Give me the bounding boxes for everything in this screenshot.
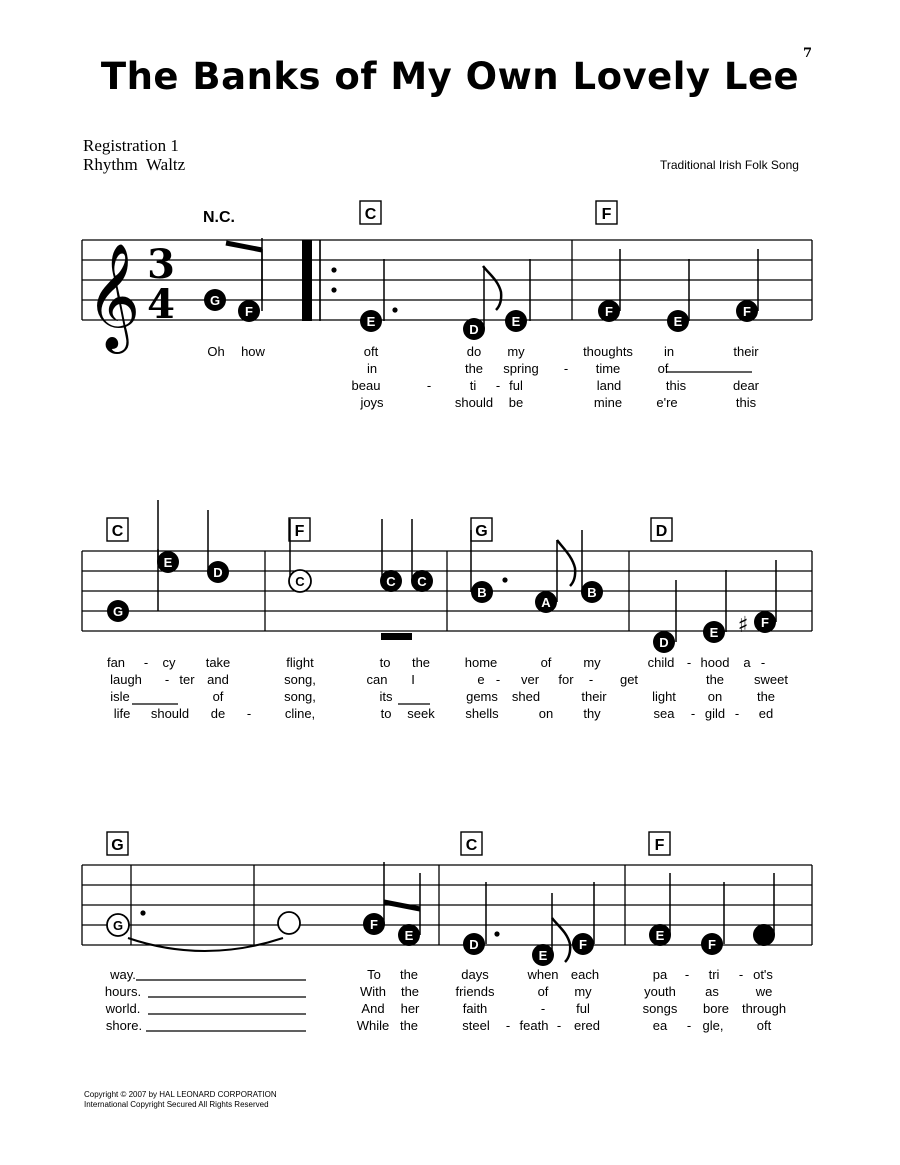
note-letter: F — [245, 304, 253, 319]
lyric-syllable: flight — [286, 655, 314, 670]
lyric-syllable: the — [399, 967, 419, 982]
lyric-syllable: mine — [593, 395, 623, 410]
note-letter: C — [295, 574, 305, 589]
note-letter: F — [761, 615, 769, 630]
lyric-syllable: in — [663, 344, 675, 359]
lyric-syllable: pa — [652, 967, 668, 982]
lyric-syllable: life — [113, 706, 131, 721]
lyric-syllable: my — [507, 344, 525, 359]
lyric-syllable: joys — [360, 395, 384, 410]
lyric-syllable: song, — [284, 689, 316, 704]
lyric-syllable: this — [665, 378, 687, 393]
lyric-syllable: - — [690, 706, 696, 721]
note-letter: G — [112, 604, 124, 619]
lyric-syllable: of — [540, 655, 552, 670]
lyric-syllable: of — [657, 361, 669, 376]
note-letter: F — [743, 304, 751, 319]
dot — [494, 931, 499, 936]
lyric-syllable: in — [366, 361, 378, 376]
copyright-notice — [84, 1090, 277, 1110]
lyric-syllable: To — [367, 967, 381, 982]
lyric-syllable: how — [241, 344, 265, 359]
lyric-syllable: to — [379, 655, 391, 670]
note-letter: D — [469, 937, 479, 952]
lyric-syllable: ful — [576, 1001, 590, 1016]
lyric-syllable: spring — [503, 361, 539, 376]
lyric-syllable: - — [760, 655, 766, 670]
lyric-syllable: ered — [573, 1018, 601, 1033]
copyright-line: International Copyright Secured All Rights Reserved — [84, 1100, 269, 1109]
lyric-syllable: - — [563, 361, 569, 376]
note-letter: F — [370, 917, 378, 932]
lyric-syllable: of — [537, 984, 549, 999]
lyric-syllable: the — [756, 689, 776, 704]
lyric-syllable: the — [464, 361, 484, 376]
sharp-icon: ♯ — [737, 613, 749, 638]
lyric-syllable: the — [400, 984, 420, 999]
note-letter: G — [112, 918, 124, 933]
lyric-syllable: - — [686, 655, 692, 670]
composer-credit: Traditional Irish Folk Song — [660, 158, 799, 172]
lyric-syllable: Oh — [207, 344, 225, 359]
lyric-syllable: the — [705, 672, 725, 687]
note-flag — [483, 266, 501, 310]
lyric-syllable: their — [733, 344, 759, 359]
lyric-syllable: - — [143, 655, 149, 670]
lyric-syllable: ed — [758, 706, 774, 721]
lyric-syllable: friends — [455, 984, 495, 999]
treble-clef-icon: 𝄞 — [86, 242, 141, 349]
time-signature-top: 3 — [147, 241, 175, 288]
lyric-syllable: the — [411, 655, 431, 670]
lyric-syllable: e're — [656, 395, 678, 410]
lyric-syllable: - — [505, 1018, 511, 1033]
lyric-syllable: oft — [363, 344, 379, 359]
lyric-syllable: faith — [462, 1001, 488, 1016]
lyric-syllable: this — [735, 395, 757, 410]
lyric-syllable: - — [540, 1001, 546, 1016]
note-letter: B — [587, 585, 597, 600]
lyric-syllable: way. — [110, 967, 136, 982]
lyric-syllable: tri — [708, 967, 720, 982]
lyric-syllable: through — [741, 1001, 787, 1016]
lyric-syllable: youth — [644, 984, 676, 999]
note-letter: D — [659, 635, 669, 650]
lyric-syllable: my — [583, 655, 601, 670]
note-letter: D — [469, 322, 479, 337]
lyric-syllable: - — [684, 967, 690, 982]
lyric-syllable: the — [399, 1018, 419, 1033]
lyric-syllable: shells — [465, 706, 499, 721]
lyric-syllable: should — [454, 395, 494, 410]
note-letter: F — [708, 937, 716, 952]
lyric-syllable: her — [400, 1001, 420, 1016]
lyric-syllable: its — [379, 689, 393, 704]
lyric-syllable: dear — [732, 378, 760, 393]
note-head — [753, 924, 775, 946]
lyric-syllable: feath — [519, 1018, 549, 1033]
lyric-syllable: ti — [469, 378, 477, 393]
lyric-syllable: days — [461, 967, 489, 982]
lyric-syllable: time — [595, 361, 621, 376]
lyric-syllable: - — [495, 672, 501, 687]
dot — [140, 910, 145, 915]
lyric-syllable: a — [743, 655, 751, 670]
note-head — [278, 912, 300, 934]
lyric-syllable: shed — [511, 689, 541, 704]
lyric-syllable: world. — [105, 1001, 141, 1016]
lyric-syllable: on — [707, 689, 723, 704]
lyric-syllable: get — [619, 672, 639, 687]
lyric-syllable: bore — [702, 1001, 730, 1016]
lyric-syllable: we — [755, 984, 773, 999]
lyric-syllable: for — [558, 672, 574, 687]
lyric-syllable: ot's — [753, 967, 773, 982]
lyric-syllable: de — [210, 706, 226, 721]
lyric-syllable: home — [464, 655, 498, 670]
lyric-syllable: songs — [642, 1001, 678, 1016]
lyric-syllable: gle, — [702, 1018, 724, 1033]
lyric-syllable: hours. — [104, 984, 142, 999]
lyric-syllable: child — [647, 655, 675, 670]
lyric-syllable: isle — [110, 689, 130, 704]
lyric-syllable: take — [205, 655, 231, 670]
lyric-syllable: - — [246, 706, 252, 721]
time-signature-bottom: 4 — [147, 281, 175, 328]
dot — [392, 307, 397, 312]
chord-symbol: F — [294, 523, 305, 540]
chord-symbol: C — [465, 837, 478, 854]
chord-symbol: C — [111, 523, 124, 540]
lyric-syllable: beau — [351, 378, 381, 393]
note-letter: E — [673, 314, 683, 329]
lyric-syllable: With — [360, 984, 386, 999]
lyric-syllable: - — [738, 967, 744, 982]
lyric-syllable: fan — [106, 655, 126, 670]
lyric-syllable: on — [538, 706, 554, 721]
registration-label: Registration 1 — [83, 136, 179, 155]
lyric-syllable: should — [150, 706, 190, 721]
note-letter: G — [209, 293, 221, 308]
lyric-syllable: their — [581, 689, 607, 704]
lyric-syllable: cline, — [284, 706, 316, 721]
note-letter: E — [538, 948, 548, 963]
note-flag — [557, 540, 575, 586]
lyric-syllable: I — [411, 672, 415, 687]
chord-symbol: G — [475, 523, 488, 540]
no-chord-label: N.C. — [203, 209, 235, 226]
lyric-syllable: gild — [704, 706, 726, 721]
lyric-syllable: song, — [284, 672, 316, 687]
chord-symbol: F — [601, 206, 612, 223]
repeat-thick-bar — [302, 240, 312, 321]
chord-symbol: D — [655, 523, 668, 540]
lyric-syllable: sweet — [754, 672, 788, 687]
lyric-syllable: each — [570, 967, 600, 982]
lyric-syllable: - — [686, 1018, 692, 1033]
lyric-syllable: as — [705, 984, 719, 999]
lyric-syllable: land — [596, 378, 622, 393]
page-number: 7 — [802, 46, 812, 61]
chord-symbol: C — [364, 206, 377, 223]
lyric-syllable: thoughts — [583, 344, 633, 359]
note-letter: E — [163, 555, 173, 570]
lyric-syllable: ea — [652, 1018, 668, 1033]
note-letter: F — [579, 937, 587, 952]
lyric-syllable: oft — [756, 1018, 772, 1033]
note-letter: E — [511, 314, 521, 329]
lyric-syllable: do — [466, 344, 482, 359]
lyric-syllable: when — [527, 967, 559, 982]
lyric-syllable: thy — [583, 706, 601, 721]
lyric-syllable: e — [477, 672, 485, 687]
lyric-syllable: While — [356, 1018, 390, 1033]
note-letter: E — [404, 928, 414, 943]
lyric-syllable: laugh — [110, 672, 142, 687]
lyric-syllable: - — [164, 672, 170, 687]
dot — [502, 577, 507, 582]
lyric-syllable: be — [508, 395, 524, 410]
copyright-line: Copyright © 2007 by HAL LEONARD CORPORATION — [84, 1090, 277, 1099]
lyric-syllable: - — [588, 672, 594, 687]
lyric-syllable: shore. — [105, 1018, 143, 1033]
lyric-syllable: hood — [700, 655, 730, 670]
note-letter: C — [386, 574, 396, 589]
lyric-syllable: can — [366, 672, 388, 687]
lyric-syllable: to — [380, 706, 392, 721]
lyric-syllable: cy — [162, 655, 176, 670]
lyric-syllable: ful — [509, 378, 523, 393]
chord-symbol: F — [654, 837, 665, 854]
lyric-syllable: - — [426, 378, 432, 393]
lyric-syllable: ter — [179, 672, 195, 687]
note-letter: E — [366, 314, 376, 329]
lyric-syllable: steel — [462, 1018, 490, 1033]
chord-symbol: G — [111, 837, 124, 854]
note-letter: F — [605, 304, 613, 319]
song-title: The Banks of My Own Lovely Lee — [100, 55, 800, 98]
note-letter: C — [417, 574, 427, 589]
note-letter: D — [213, 565, 223, 580]
note-letter: A — [541, 595, 551, 610]
rhythm-label: Rhythm Waltz — [83, 155, 186, 174]
lyric-syllable: light — [652, 689, 676, 704]
lyric-syllable: my — [574, 984, 592, 999]
note-beam — [384, 902, 420, 909]
lyric-syllable: - — [734, 706, 740, 721]
note-letter: B — [477, 585, 487, 600]
note-beam — [226, 243, 262, 250]
note-beam — [381, 633, 412, 640]
lyric-syllable: seek — [407, 706, 435, 721]
note-letter: E — [655, 928, 665, 943]
lyric-syllable: gems — [466, 689, 498, 704]
lyric-syllable: ver — [520, 672, 540, 687]
lyric-syllable: and — [207, 672, 229, 687]
repeat-dot — [331, 267, 336, 272]
lyric-syllable: And — [361, 1001, 385, 1016]
lyric-syllable: - — [556, 1018, 562, 1033]
repeat-dot — [331, 287, 336, 292]
lyric-syllable: of — [212, 689, 224, 704]
lyric-syllable: - — [495, 378, 501, 393]
lyric-syllable: sea — [653, 706, 675, 721]
note-letter: E — [709, 625, 719, 640]
